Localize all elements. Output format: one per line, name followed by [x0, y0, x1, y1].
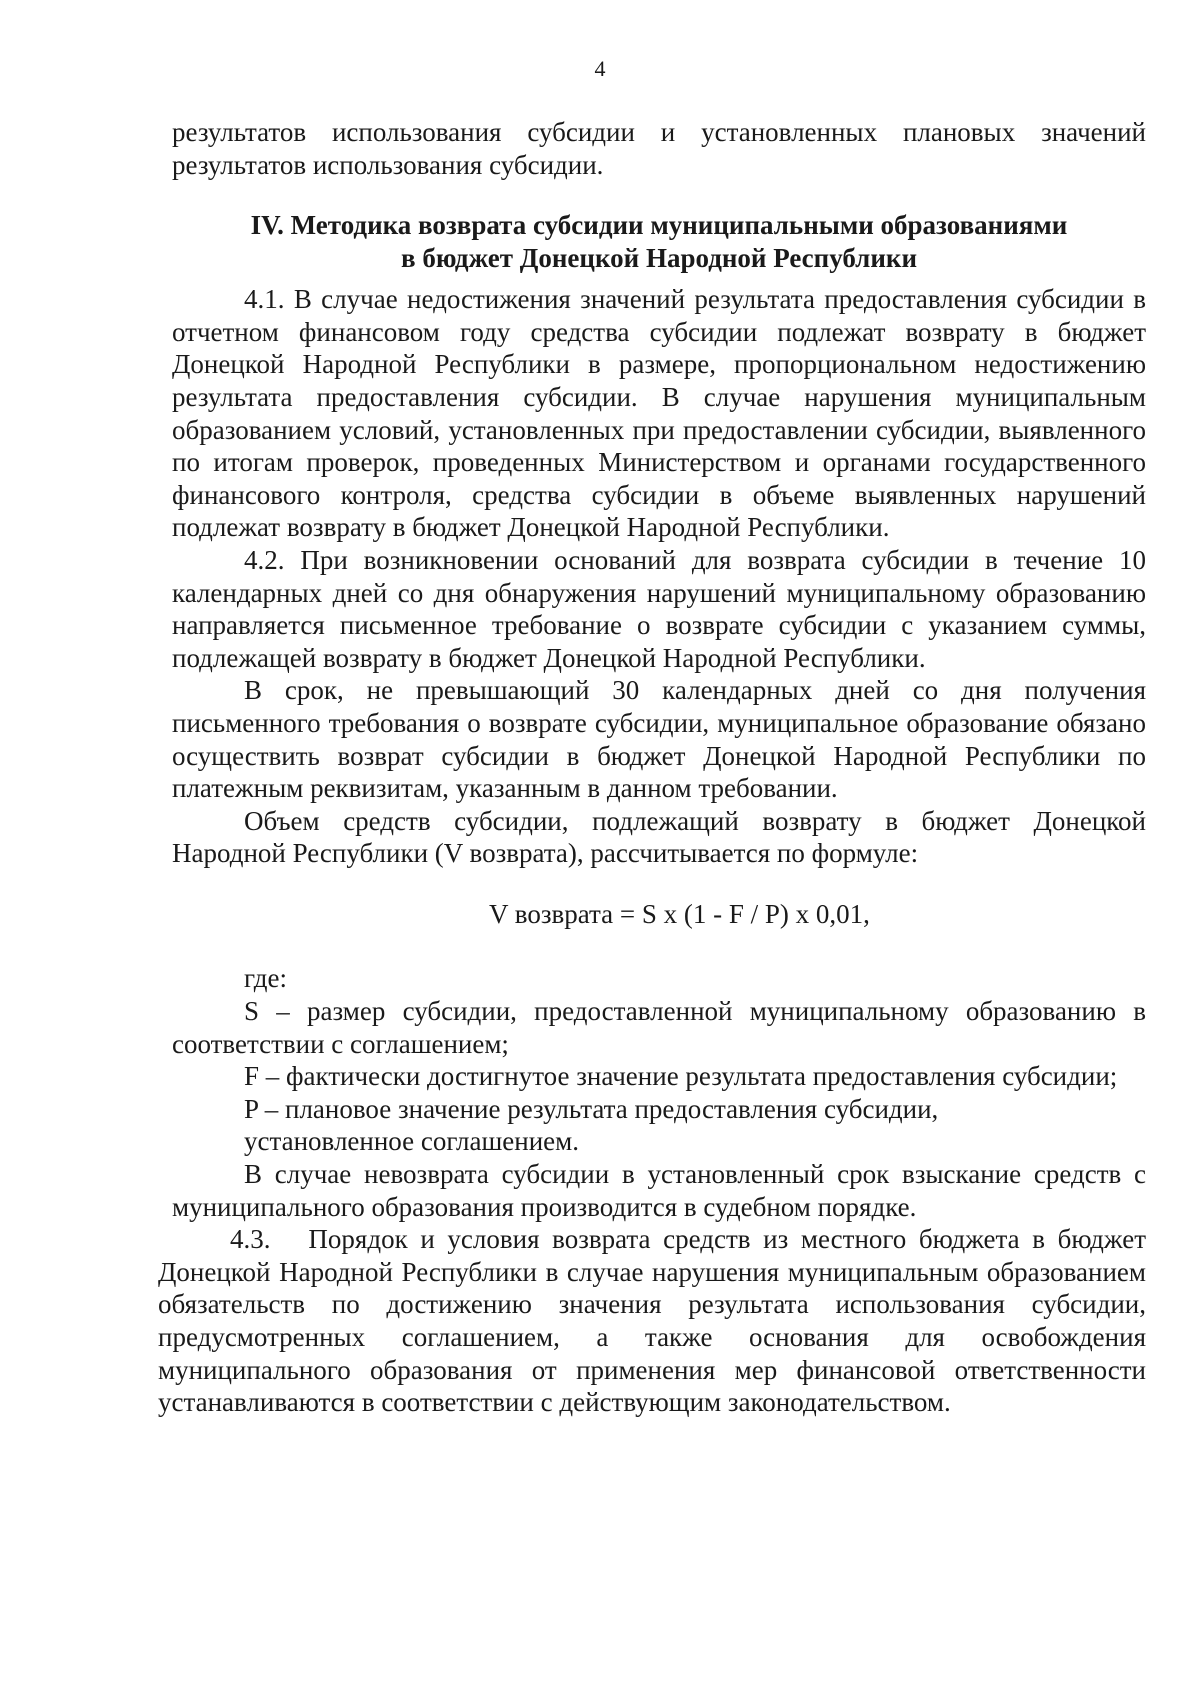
paragraph-court: В случае невозврата субсидии в установленный срок взыскание средств с муниципального образования производится в судебном порядке.: [172, 1159, 1146, 1222]
paragraph-volume: Объем средств субсидии, подлежащий возврату в бюджет Донецкой Народной Республики (V возврата), рассчитывается по формуле:: [172, 805, 1146, 869]
definition-f: F – фактически достигнутое значение результата предоставления субсидии;: [244, 1061, 1118, 1092]
section-heading-line-2: в бюджет Донецкой Народной Республики: [400, 243, 918, 274]
paragraph-4-2: 4.2. При возникновении оснований для возврата субсидии в течение 10 календарных дней со дня обнаружения нарушений муниципальному образованию направляется письменное требование о возврате субсидии с указанием суммы, подлежащей возврату в бюджет Донецкой Народной Республики.: [172, 544, 1146, 673]
section-heading: [172, 209, 1146, 275]
paragraph-deadline: В срок, не превышающий 30 календарных дней со дня получения письменного требования о возврате субсидии, муниципальное образование обязано осуществить возврат субсидии в бюджет Донецкой Народной Республики по платежным реквизитам, указанным в данном требовании.: [172, 675, 1146, 804]
definition-s: S – размер субсидии, предоставленной муниципальному образованию в соответствии с соглашением;: [172, 996, 1146, 1059]
formula: V возврата = S x (1 - F / P) x 0,01,: [489, 898, 870, 929]
document-body: [158, 116, 1146, 1419]
paragraph-4-1: 4.1. В случае недостижения значений результата предоставления субсидии в отчетном финансовом году средства субсидии подлежат возврату в бюджет Донецкой Народной Республики в размере, пропорциональном недостижению результата предоставления субсидии. В случае нарушения муниципальным образованием условий, установленных при предоставлении субсидии, выявленного по итогам проверок, проведенных Министерством и органами государственного финансового контроля, средства субсидии в объеме выявленных нарушений подлежат возврату в бюджет Донецкой Народной Республики.: [172, 284, 1146, 543]
intro-paragraph: результатов использования субсидии и установленных плановых значений результатов использования субсидии.: [172, 117, 1146, 180]
page-number: 4: [594, 56, 606, 81]
section-heading-line-1: IV. Методика возврата субсидии муниципальными образованиями: [250, 210, 1068, 241]
definition-p-line-2: установленное соглашением.: [244, 1126, 579, 1157]
paragraph-4-3: 4.3. Порядок и условия возврата средств из местного бюджета в бюджет Донецкой Народной Республики в случае нарушения муниципальным образованием обязательств по достижению значения результата использования субсидии, предусмотренных соглашением, а также основания для освобождения муниципального образования от применения мер финансовой ответственности устанавливаются в соответствии с действующим законодательством.: [158, 1224, 1146, 1418]
definition-p-line-1: P – плановое значение результата предоставления субсидии,: [244, 1093, 939, 1124]
where-label: где:: [244, 963, 287, 994]
